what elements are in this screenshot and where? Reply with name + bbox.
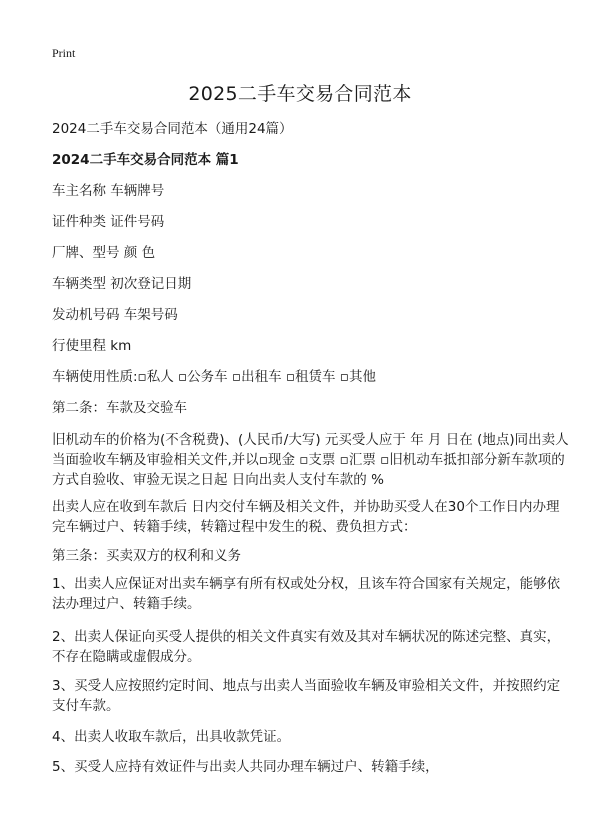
paragraph xyxy=(52,497,572,537)
field-line xyxy=(52,365,572,389)
delivery-paragraph: 出卖人应在收到车款后 日内交付车辆及相关文件，并协助买受人在30个工作日内办理完车辆过户、转籍手续，转籍过程中发生的税、费负担方式： xyxy=(52,499,560,535)
field-line xyxy=(52,179,572,203)
subtitle-text: 2024二手车交易合同范本（通用24篇） xyxy=(52,121,293,137)
field-line xyxy=(52,334,572,358)
section-heading-text: 2024二手车交易合同范本 篇1 xyxy=(52,152,239,168)
article3-heading: 第三条：买卖双方的权利和义务 xyxy=(52,548,241,564)
print-label: Print xyxy=(52,46,76,60)
clause xyxy=(52,755,572,779)
field-line xyxy=(52,241,572,265)
vehicle-type-line: 车辆类型 初次登记日期 xyxy=(52,276,192,292)
section-heading xyxy=(52,148,572,172)
engine-frame-line: 发动机号码 车架号码 xyxy=(52,307,178,323)
article-heading xyxy=(52,396,572,420)
clause xyxy=(52,676,572,716)
brand-model-line: 厂牌、型号 颜 色 xyxy=(52,245,156,261)
clause-4: 4、出卖人收取车款后，出具收款凭证。 xyxy=(52,729,291,745)
clause xyxy=(52,627,572,667)
clause xyxy=(52,725,572,749)
usage-nature-line: 车辆使用性质:▫私人 ▫公务车 ▫出租车 ▫租赁车 ▫其他 xyxy=(52,369,376,385)
field-line xyxy=(52,210,572,234)
document-title: 2025二手车交易合同范本 xyxy=(188,83,412,105)
clause xyxy=(52,574,572,614)
price-paragraph: 旧机动车的价格为(不含税费)、(人民币/大写) 元买受人应于 年 月 日在 (地点)同出卖人当面验收车辆及审验相关文件,并以▫现金 ▫支票 ▫汇票 ▫旧机动车抵扣部分新车款项的方式自验收、审验无误之日起 日向出卖人支付车款的 % xyxy=(52,432,569,488)
clause-3: 3、买受人应按照约定时间、地点与出卖人当面验收车辆及审验相关文件，并按照约定支付车款。 xyxy=(52,678,561,714)
id-type-line: 证件种类 证件号码 xyxy=(52,214,165,230)
clause-5: 5、买受人应持有效证件与出卖人共同办理车辆过户、转籍手续， xyxy=(52,759,439,775)
article2-heading: 第二条：车款及交验车 xyxy=(52,400,187,416)
clause-1: 1、出卖人应保证对出卖车辆享有所有权或处分权，且该车符合国家有关规定，能够依法办理过户、转籍手续。 xyxy=(52,576,561,612)
clause-2: 2、出卖人保证向买受人提供的相关文件真实有效及其对车辆状况的陈述完整、真实，不存在隐瞒或虚假成分。 xyxy=(52,629,561,665)
paragraph xyxy=(52,430,572,490)
field-line xyxy=(52,303,572,327)
owner-plate-line: 车主名称 车辆牌号 xyxy=(52,183,165,199)
article-heading xyxy=(52,544,572,568)
mileage-line: 行使里程 km xyxy=(52,338,132,354)
field-line xyxy=(52,272,572,296)
document-subtitle xyxy=(52,117,572,141)
